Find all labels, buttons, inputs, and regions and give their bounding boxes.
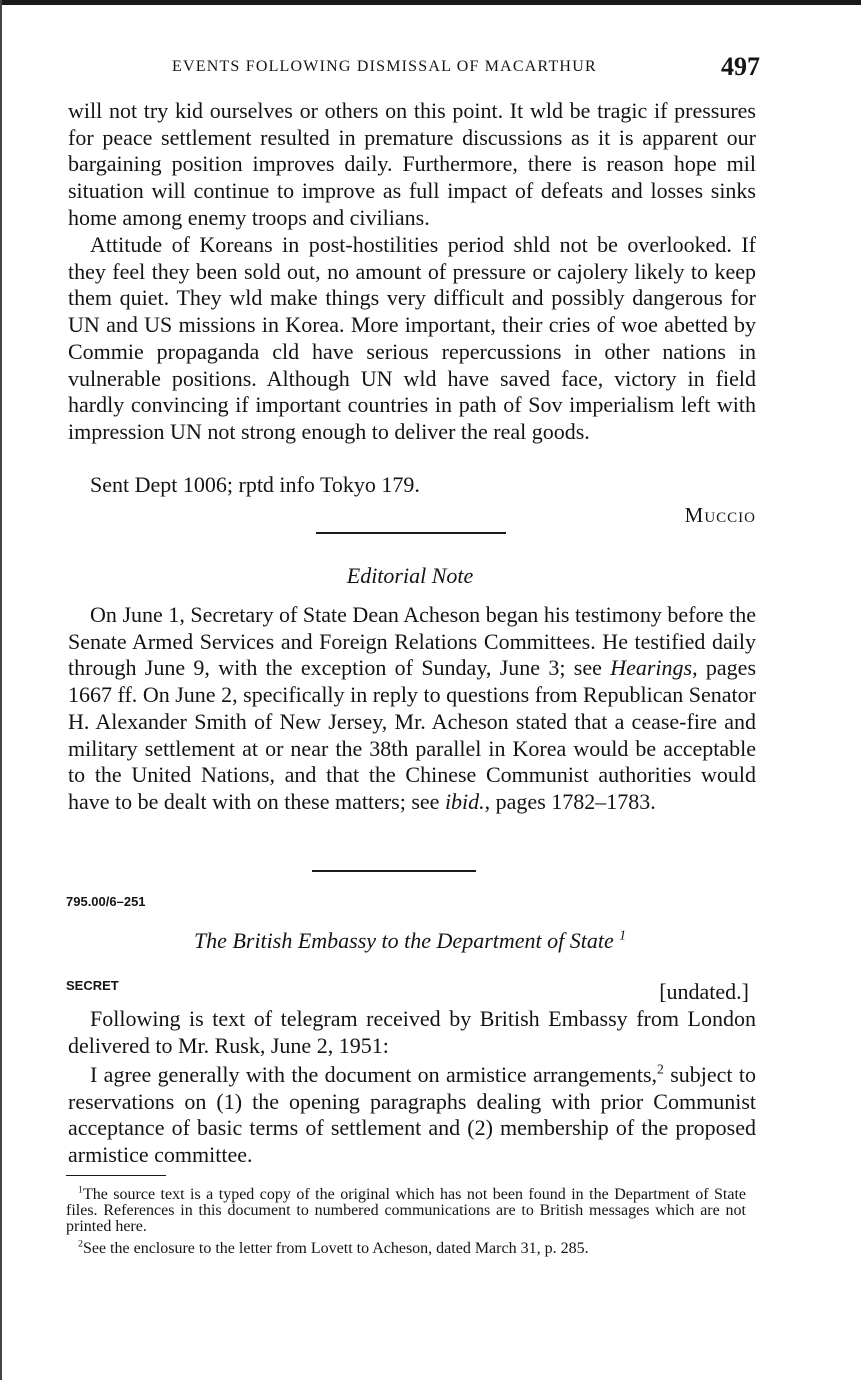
editorial-text-3: , pages 1782–1783. [484, 788, 656, 814]
document-text-2a: I agree generally with the document on armistice arrangements, [90, 1062, 658, 1087]
classification-label: SECRET [66, 978, 119, 993]
telegram-sent-line: Sent Dept 1006; rptd info Tokyo 179. [90, 472, 420, 497]
footnote-1 [66, 1184, 746, 1235]
document-date: [undated.] [659, 979, 749, 1004]
footnote-2-text: See the enclosure to the letter from Lovett to Acheson, dated March 31, p. 285. [82, 1240, 589, 1257]
file-number: 795.00/6–251 [66, 894, 146, 909]
footnote-2-mark: 2 [78, 1238, 83, 1250]
ibid-ref: ibid. [444, 788, 485, 814]
document-title [60, 928, 760, 954]
editorial-note-title: Editorial Note [346, 563, 474, 588]
page-left-border [0, 0, 2, 1380]
telegram-paragraph-1: will not try kid ourselves or others on this point. It wld be tragic if pressures for peace settlement resulted in premature discussions as it is apparent our bargaining position improves daily. Furthermore, there is reason hope mil situation will continue to improve as full impact of defeats and losses sinks home among enemy troops and civilians. [68, 98, 756, 230]
page-header [172, 54, 760, 84]
footnote-2 [66, 1238, 746, 1257]
footnote-1-text: The source text is a typed copy of the original which has not been found in the Department of State files. References in this document to numbered communications are to British messages which are not printed here. [66, 1186, 746, 1235]
document-paragraph-1: Following is text of telegram received by British Embassy from London delivered to Mr. Rusk, June 2, 1951: [68, 1006, 756, 1058]
document-paragraph-2 [68, 1062, 756, 1169]
signature: Muccio [684, 503, 756, 527]
editorial-note-body [68, 602, 756, 816]
footnote-1-mark: 1 [78, 1184, 83, 1196]
telegram-paragraph-2: Attitude of Koreans in post-hostilities period shld not be overlooked. If they feel they been sold out, no amount of pressure or cajolery likely to keep them quiet. They wld make things very difficult and possibly dangerous for UN and US missions in Korea. More important, their cries of woe abetted by Commie propaganda cld have serious repercussions in other nations in vulnerable positions. Although UN wld have saved face, victory in field hardly convincing if important countries in path of Sov imperialism left with impression UN not strong enough to deliver the real goods. [68, 232, 756, 444]
armistice-footnote-ref: 2 [657, 1061, 664, 1077]
section-divider-2 [312, 870, 476, 872]
running-head: EVENTS FOLLOWING DISMISSAL OF MACARTHUR [172, 58, 597, 75]
page-number: 497 [721, 52, 760, 81]
footnote-rule [66, 1175, 166, 1176]
page-top-border [0, 0, 861, 5]
document-title-text: The British Embassy to the Department of State [193, 928, 614, 953]
hearings-ref: Hearings [610, 655, 693, 681]
document-text-2b: subject to reservations on (1) the opening paragraphs dealing with prior Communist acceptance of basic terms of settlement and (2) membership of the proposed armistice committee. [68, 1062, 756, 1168]
title-footnote-ref: 1 [619, 927, 627, 943]
editorial-text-2: , pages 1667 ff. On June 2, specifically in reply to questions from Republican Senator H. Alexander Smith of New Jersey, Mr. Acheson stated that a cease-fire and military settlement at or near the 38th parallel in Korea would be acceptable to the United Nations, and that the Chinese Communist authorities would have to be dealt with on these matters; see [68, 655, 757, 814]
section-divider-1 [316, 532, 506, 534]
editorial-text-1: On June 1, Secretary of State Dean Acheson began his testimony before the Senate Armed Services and Foreign Relations Committees. He testified daily through June 9, with the exception of Sunday, June 3; see [68, 602, 756, 681]
